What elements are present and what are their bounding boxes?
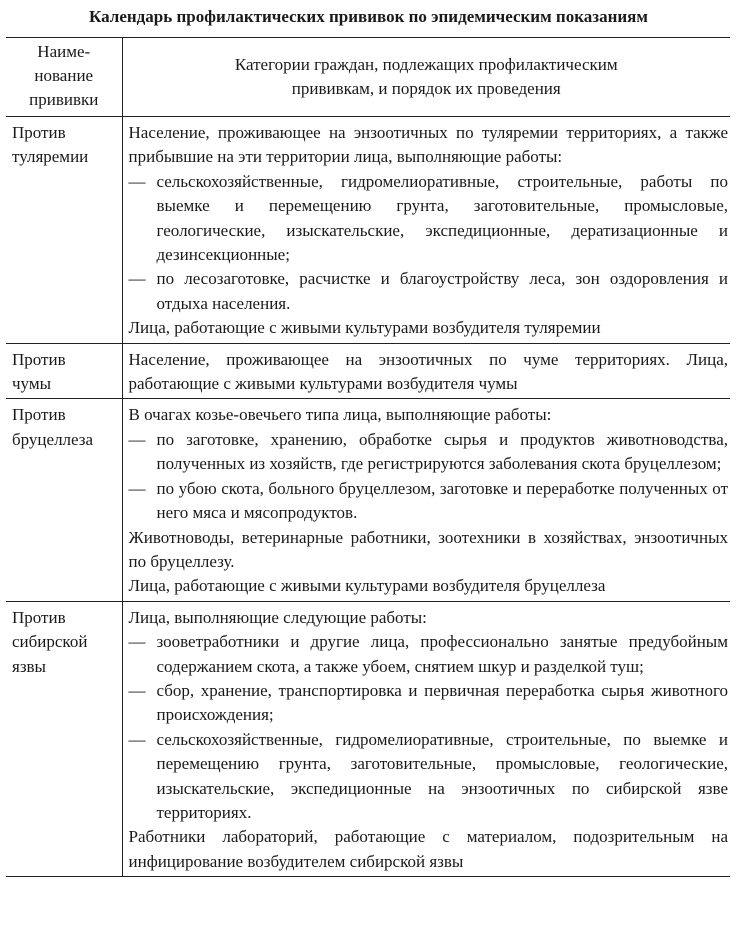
list-item: [129, 630, 729, 679]
paragraph: Работники лабораторий, работающие с материалом, подозрительным на инфицирование возбудителем сибирской язвы: [128, 827, 728, 871]
vaccine-name-cell: [6, 601, 122, 876]
list-item: [129, 428, 729, 477]
header-name-line: нование: [34, 66, 94, 85]
vaccine-name-line: бруцеллеза: [12, 429, 94, 449]
table-header-row: [6, 38, 730, 117]
dash-bullet: —: [128, 429, 146, 449]
header-name-line: Наиме-: [37, 42, 91, 61]
paragraph: Лица, работающие с живыми культурами возбудителя бруцеллеза: [128, 576, 606, 596]
table-row: [6, 399, 730, 601]
list-item-text: сельскохозяйственные, гидромелиоративные, строительные, работы по выемке и перемещению грунта, заготовительные, промысловые, геологические, изыскательские, экспедиционные, дератизационные и дезинсекционные;: [156, 171, 728, 265]
list-item-text: сбор, хранение, транспортировка и первичная переработка сырья животного происхождения;: [156, 680, 728, 725]
list-item: [129, 679, 729, 728]
header-categories: [122, 38, 730, 117]
dash-bullet: —: [128, 478, 146, 498]
vaccine-name-line: Против: [12, 349, 66, 369]
dash-bullet: —: [128, 729, 146, 749]
paragraph: Лица, работающие с живыми культурами возбудителя туляремии: [128, 318, 601, 338]
header-name-line: прививки: [29, 90, 99, 109]
list-item-text: по убою скота, больного бруцеллезом, заготовке и переработке полученных от него мяса и мясопродуктов.: [156, 478, 728, 523]
paragraph: Лица, выполняющие следующие работы:: [128, 607, 427, 627]
list-item-text: сельскохозяйственные, гидромелиоративные, строительные, по выемке и перемещению грунта, заготовительные, промысловые, геологические, изыскательские, экспедиционные на энзоотичных по сибирской язве территориях.: [156, 729, 728, 822]
list-item-text: зооветработники и другие лица, профессионально занятые предубойным содержанием скота, а также убоем, снятием шкур и разделкой туш;: [156, 632, 728, 676]
list-item: [129, 728, 729, 826]
categories-cell: [122, 601, 730, 876]
vaccine-name-line: Против: [12, 607, 66, 627]
list-item: [129, 170, 729, 268]
dash-bullet: —: [128, 171, 146, 191]
paragraph: Население, проживающее на энзоотичных по туляремии территориях, а также прибывшие на эти территории лица, выполняющие работы:: [128, 123, 728, 167]
vaccine-name-line: Против: [12, 405, 66, 425]
vaccine-name-line: язвы: [12, 656, 46, 676]
list-item-text: по лесозаготовке, расчистке и благоустройству леса, зон оздоровления и отдыха населения.: [156, 269, 728, 313]
categories-cell: [122, 343, 730, 399]
header-categories-line: прививкам, и порядок их проведения: [291, 79, 561, 98]
page-title: Календарь профилактических прививок по эпидемическим показаниям: [89, 7, 648, 26]
table-row: [6, 117, 730, 344]
list-item: [129, 267, 729, 316]
vaccination-table: [6, 37, 730, 877]
categories-cell: [122, 117, 730, 344]
vaccine-name-line: туляремии: [12, 147, 89, 167]
vaccine-name-line: сибирской: [12, 632, 88, 652]
paragraph: В очагах козье-овечьего типа лица, выполняющие работы:: [128, 405, 552, 425]
vaccine-name-cell: [6, 117, 122, 344]
header-categories-line: Категории граждан, подлежащих профилактическим: [234, 55, 618, 74]
dash-bullet: —: [128, 632, 146, 652]
vaccine-name-cell: [6, 343, 122, 399]
vaccine-name-line: чумы: [12, 374, 52, 394]
paragraph: Животноводы, ветеринарные работники, зоотехники в хозяйствах, энзоотичных по бруцеллезу.: [128, 527, 728, 571]
header-vaccine-name: [6, 38, 122, 117]
dash-bullet: —: [128, 680, 146, 700]
list-item-text: по заготовке, хранению, обработке сырья и продуктов животноводства, полученных из хозяйств, где регистрируются заболевания скота бруцеллезом;: [156, 429, 728, 474]
list-item: [129, 477, 729, 526]
paragraph: Население, проживающее на энзоотичных по чуме территориях. Лица, работающие с живыми культурами возбудителя чумы: [128, 349, 728, 394]
vaccine-name-line: Против: [12, 123, 66, 142]
vaccine-name-cell: [6, 399, 122, 601]
table-row: [6, 601, 730, 876]
categories-cell: [122, 399, 730, 601]
table-row: [6, 343, 730, 399]
dash-bullet: —: [128, 269, 146, 289]
